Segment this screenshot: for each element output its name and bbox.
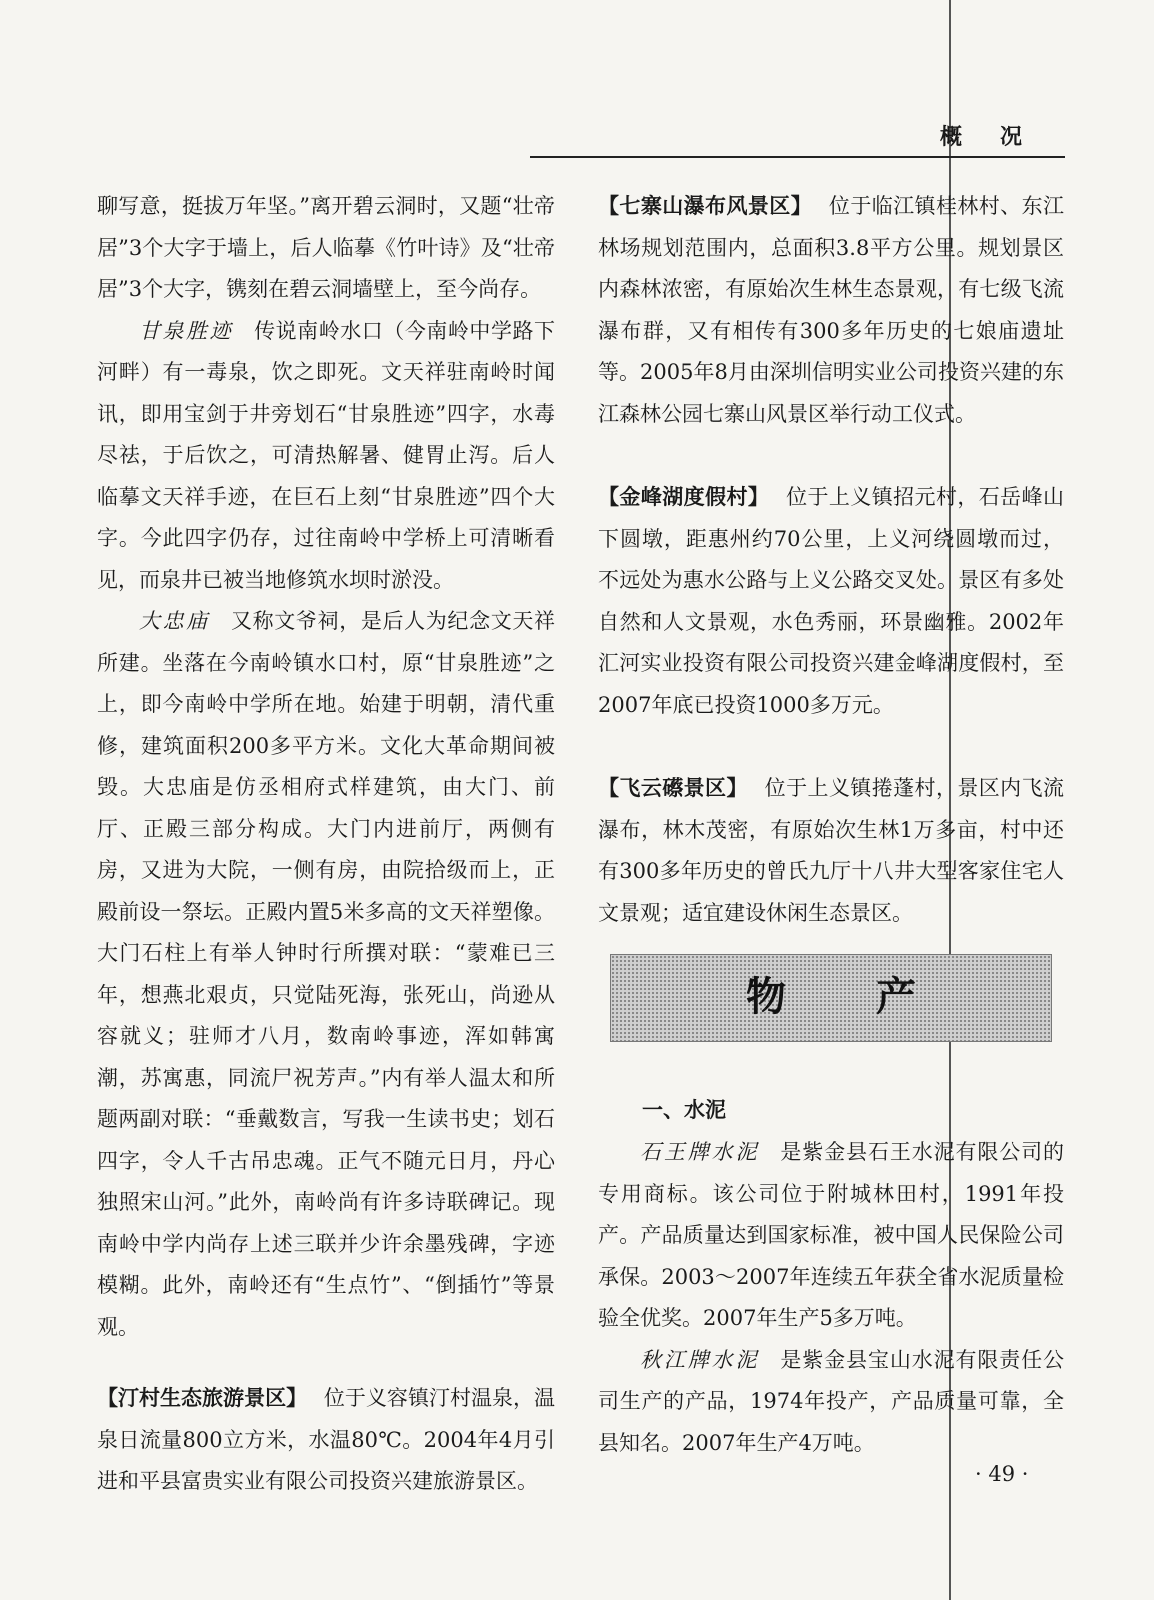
ganquan-term: 甘泉胜迹 bbox=[139, 318, 234, 343]
jinfenghu-text: 位于上义镇招元村，石岳峰山下圆墩，距惠州约70公里，上义河绕圆墩而过，不远处为惠水公路与上义公路交叉处。景区有多处自然和人文景观，水色秀丽，环景幽雅。2002年汇河实业投资有限公司投资兴建金峰湖度假村，至2007年底已投资1000多万元。 bbox=[598, 485, 1064, 717]
feiyunzhang-heading: 【飞云礤景区】 bbox=[598, 776, 748, 800]
section-title: 物产 bbox=[746, 974, 1006, 1021]
section-banner bbox=[610, 954, 1052, 1042]
ganquan-text: 传说南岭水口（今南岭中学路下河畔）有一毒泉，饮之即死。文天祥驻南岭时闻讯，即用宝剑于井旁划石“甘泉胜迹”四字，水毒尽祛，于后饮之，可清热解暑、健胃止泻。后人临摹文天祥手迹，在巨石上刻“甘泉胜迹”四个大字。今此四字仍存，过往南岭中学桥上可清晰看见，而泉井已被当地修筑水坝时淤没。 bbox=[97, 318, 556, 592]
header-rule bbox=[530, 156, 1065, 158]
shiwang-term: 石王牌水泥 bbox=[640, 1140, 760, 1164]
qizhaishan-entry bbox=[598, 186, 1064, 435]
dazhongmiao-text: 又称文爷祠，是后人为纪念文天祥所建。坐落在今南岭镇水口村，原“甘泉胜迹”之上，即今南岭中学所在地。始建于明朝，清代重修，建筑面积200多平方米。文化大革命期间被毁。大忠庙是仿丞相府式样建筑，由大门、前厅、正殿三部分构成。大门内进前厅，两侧有房，又进为大院，一侧有房，由院拾级而上，正殿前设一祭坛。正殿内置5米多高的文天祥塑像。大门石柱上有举人钟时行所撰对联：“蒙难已三年，想燕北艰贞，只觉陆死海，张死山，尚逊从容就义；驻师才八月，数南岭事迹，浑如韩寓潮，苏寓惠，同流尸祝芳声。”内有举人温太和所题两副对联：“垂戴数言，写我一生读书史；划石四字，令人千古吊忠魂。正气不随元日月，丹心独照宋山河。”此外，南岭尚有许多诗联碑记。现南岭中学内尚存上述三联并少许余墨残碑，字迹模糊。此外，南岭还有“生点竹”、“倒插竹”等景观。 bbox=[97, 609, 556, 1339]
left-column bbox=[97, 186, 555, 1503]
ganquan-paragraph bbox=[97, 311, 555, 602]
qizhaishan-heading: 【七寨山瀑布风景区】 bbox=[598, 194, 813, 218]
jinfenghu-heading: 【金峰湖度假村】 bbox=[598, 485, 770, 509]
qiujiang-term: 秋江牌水泥 bbox=[640, 1347, 760, 1372]
shiwang-text: 是紫金县石王水泥有限公司的专用商标。该公司位于附城林田村，1991年投产。产品质量达到国家标准，被中国人民保险公司承保。2003～2007年连续五年获全省水泥质量检验全优奖。2007年生产5多万吨。 bbox=[598, 1140, 1065, 1330]
feiyunzhang-text: 位于上义镇捲蓬村，景区内飞流瀑布，林木茂密，有原始次生林1万多亩，村中还有300多年历史的曾氏九厅十八井大型客家住宅人文景观；适宜建设休闲生态景区。 bbox=[598, 776, 1065, 925]
qiujiang-paragraph bbox=[598, 1340, 1064, 1465]
shiwang-paragraph bbox=[598, 1132, 1064, 1340]
tingcun-text: 位于义容镇汀村温泉，温泉日流量800立方米，水温80℃。2004年4月引进和平县富贵实业有限公司投资兴建旅游景区。 bbox=[97, 1386, 556, 1493]
subsection-title: 一、水泥 bbox=[642, 1098, 726, 1122]
tingcun-entry bbox=[97, 1378, 555, 1503]
feiyunzhang-entry bbox=[598, 768, 1064, 934]
qiujiang-text: 是紫金县宝山水泥有限责任公司生产的产品，1974年投产，产品质量可靠，全县知名。2007年生产4万吨。 bbox=[598, 1347, 1065, 1455]
right-column bbox=[598, 186, 1064, 1464]
jinfenghu-entry bbox=[598, 477, 1064, 726]
page-number: · 49 · bbox=[975, 1462, 1029, 1486]
dazhongmiao-term: 大忠庙 bbox=[139, 609, 210, 633]
running-title: 概况 bbox=[940, 125, 1061, 150]
dazhongmiao-paragraph bbox=[97, 601, 555, 1348]
intro-paragraph: 聊写意，挺拔万年坚。”离开碧云洞时，又题“壮帝居”3个大字于墙上，后人临摹《竹叶诗》及“壮帝居”3个大字，镌刻在碧云洞墙壁上，至今尚存。 bbox=[97, 194, 555, 301]
qizhaishan-text: 位于临江镇桂林村、东江林场规划范围内，总面积3.8平方公里。规划景区内森林浓密，有原始次生林生态景观，有七级飞流瀑布群，又有相传有300多年历史的七娘庙遗址等。2005年8月由深圳信明实业公司投资兴建的东江森林公园七寨山风景区举行动工仪式。 bbox=[598, 194, 1065, 426]
tingcun-heading: 【汀村生态旅游景区】 bbox=[97, 1386, 308, 1410]
